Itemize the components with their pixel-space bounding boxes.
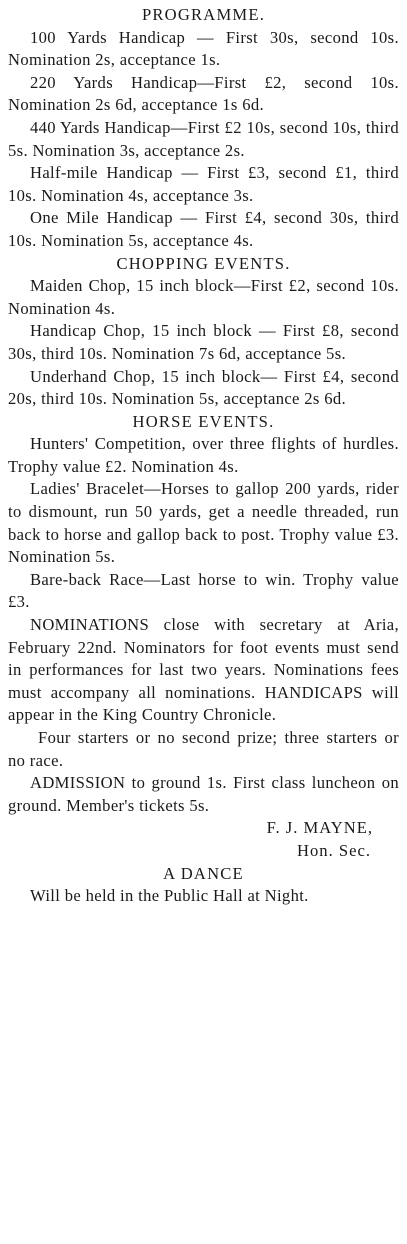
horse-item: Ladies' Bracelet—Horses to gallop 200 yards, rider to dismount, run 50 yards, get a needle threaded, run back to horse and gallop back to post. Trophy value £3. Nomination 5s. xyxy=(8,479,399,567)
secretary-name: F. J. MAYNE, xyxy=(266,818,373,838)
programme-item: 100 Yards Handicap — First 30s, second 10s. Nomination 2s, acceptance 1s. xyxy=(8,27,399,70)
programme-heading: PROGRAMME. xyxy=(141,5,266,24)
chopping-item: Handicap Chop, 15 inch block — First £8, second 30s, third 10s. Nomination 7s 6d, acceptance 5s. xyxy=(8,321,399,363)
horse-item: Bare-back Race—Last horse to win. Trophy value £3. xyxy=(8,569,399,612)
nominations-notice: NOMINATIONS close with secretary at Aria, February 22nd. Nominators for foot events must send in performances for last two years. Nominations fees must accompany all nominations. HANDICAPS will appear in the King Country Chronicle. xyxy=(8,615,399,725)
chopping-item: Maiden Chop, 15 inch block—First £2, second 10s. Nomination 4s. xyxy=(8,276,399,318)
dance-heading: A DANCE xyxy=(163,863,244,883)
programme-item: 220 Yards Handicap—First £2, second 10s. Nomination 2s 6d, acceptance 1s 6d. xyxy=(8,72,399,115)
programme-item: One Mile Handicap — First £4, second 30s, third 10s. Nomination 5s, acceptance 4s. xyxy=(8,208,399,250)
programme-item: 440 Yards Handicap—First £2 10s, second 10s, third 5s. Nomination 3s, acceptance 2s. xyxy=(8,117,399,160)
horse-heading: HORSE EVENTS. xyxy=(132,411,275,431)
admission-notice: ADMISSION to ground 1s. First class luncheon on ground. Member's tickets 5s. xyxy=(8,773,399,815)
chopping-heading: CHOPPING EVENTS. xyxy=(116,253,291,273)
starters-notice: Four starters or no second prize; three starters or no race. xyxy=(8,728,399,770)
dance-text: Will be held in the Public Hall at Night. xyxy=(30,886,309,906)
chopping-item: Underhand Chop, 15 inch block— First £4, second 20s, third 10s. Nomination 5s, acceptance 2s 6d. xyxy=(8,366,399,409)
horse-item: Hunters' Competition, over three flights of hurdles. Trophy value £2. Nomination 4s. xyxy=(8,434,399,476)
programme-item: Half-mile Handicap — First £3, second £1, third 10s. Nomination 4s, acceptance 3s. xyxy=(8,163,399,205)
secretary-role: Hon. Sec. xyxy=(297,840,371,860)
